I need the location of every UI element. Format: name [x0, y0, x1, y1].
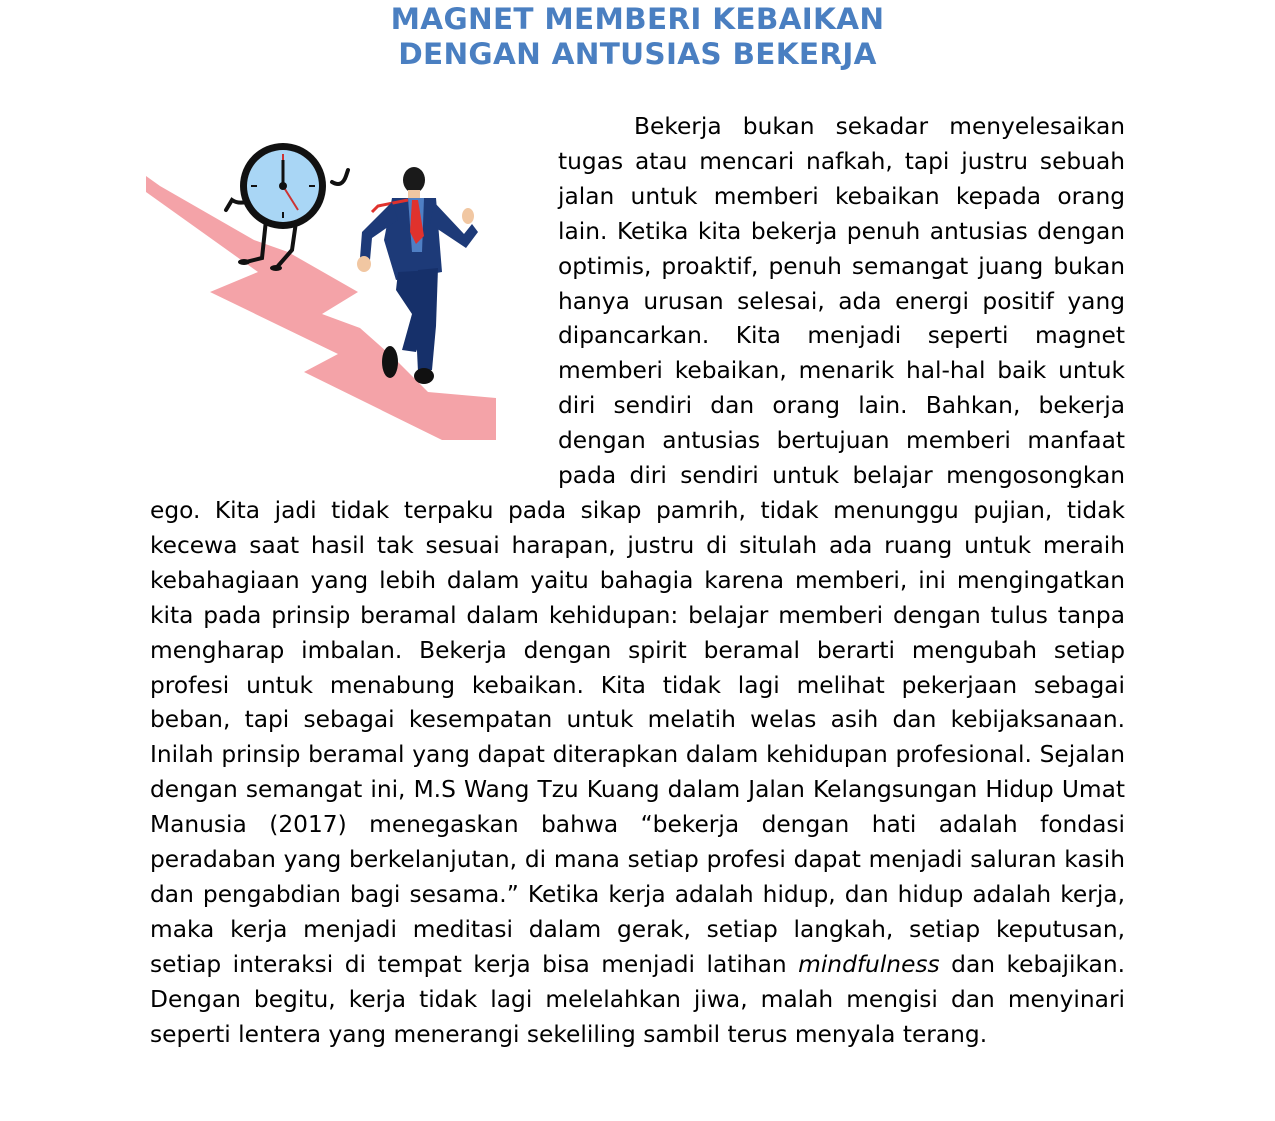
body-text-part1: Bekerja bukan sekadar menyelesaikan tugas atau mencari nafkah, tapi justru sebuah jalan untuk memberi kebaikan kepada orang lain. Ketika kita bekerja penuh antusias dengan optimis, proaktif, penuh semangat juang bukan hanya urusan selesai, ada energi positif yang dipancarkan. Kita menjadi seperti magnet memberi kebaikan, menarik hal-hal baik untuk diri sendiri dan orang lain. Bahkan, bekerja dengan antusias bertujuan memberi manfaat pada diri sendiri untuk belajar mengosongkan ego. Kita jadi tidak terpaku pada sikap pamrih, tidak menunggu pujian, tidak kecewa saat hasil tak sesuai harapan, justru di situlah ada ruang untuk meraih kebahagiaan yang lebih dalam yaitu bahagia karena memberi, ini mengingatkan kita pada prinsip beramal dalam kehidupan: belajar memberi dengan tulus tanpa mengharap imbalan. Bekerja dengan spirit beramal berarti mengubah setiap profesi untuk menabung kebaikan. Kita tidak lagi melihat pekerjaan sebagai beban, tapi sebagai kesempatan untuk melatih welas asih dan kebijaksanaan. Inilah prinsip beramal yang dapat diterapkan dalam kehidupan profesional. Sejalan dengan semangat ini, M.S Wang Tzu Kuang dalam Jalan Kelangsungan Hidup Umat Manusia (2017) menegaskan bahwa “bekerja dengan hati adalah fondasi peradaban yang berkelanjutan, di mana setiap profesi dapat menjadi saluran kasih dan pengabdian bagi sesama.” Ketika kerja adalah hidup, dan hidup adalah kerja, maka kerja menjadi meditasi dalam gerak, setiap langkah, setiap keputusan, setiap interaksi di tempat kerja bisa menjadi latihan [150, 113, 1125, 978]
italic-term: mindfulness [798, 950, 940, 978]
illustration-space [150, 110, 558, 493]
title-line-1: MAGNET MEMBERI KEBAIKAN [390, 2, 885, 36]
title-line-2: DENGAN ANTUSIAS BEKERJA [398, 37, 877, 71]
article-title [0, 2, 1275, 72]
body-text-part2: dan kebajikan. Dengan begitu, kerja tidak lagi melelahkan jiwa, malah mengisi dan menyinari seperti lentera yang menerangi sekeliling sambil terus menyala terang. [150, 950, 1125, 1048]
article-body [150, 110, 1125, 1052]
